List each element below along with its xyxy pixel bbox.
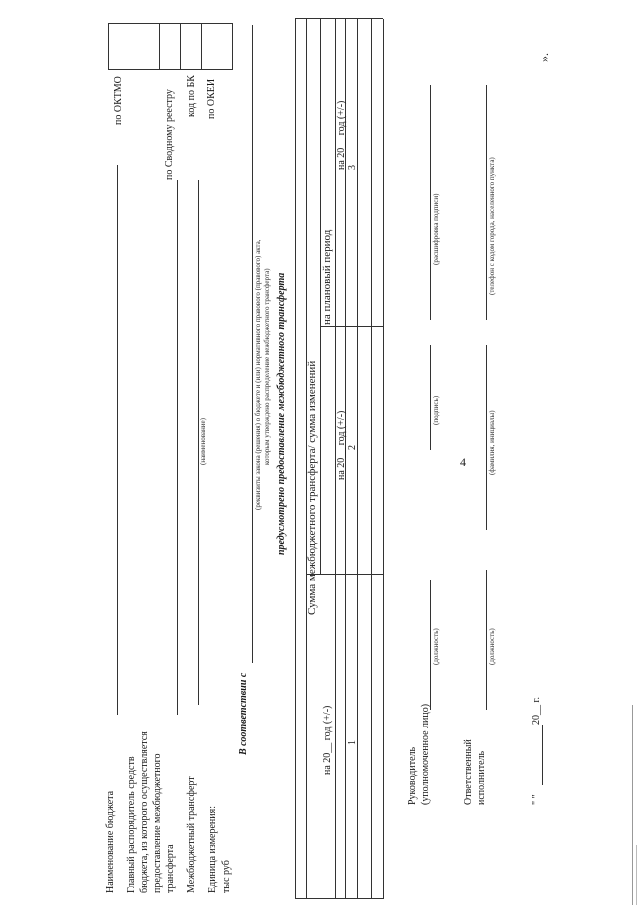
head-position-caption: (должность) bbox=[432, 628, 440, 665]
table-col-divider-2 bbox=[320, 326, 383, 327]
page-number: 4 bbox=[460, 455, 466, 469]
table-num-1: 1 bbox=[347, 740, 358, 745]
table-top-border bbox=[295, 19, 296, 899]
scan-edge-line bbox=[632, 705, 633, 905]
head-position-line bbox=[430, 580, 431, 710]
table-border-7 bbox=[371, 19, 372, 899]
exec-name-line bbox=[486, 345, 487, 530]
oktmo-label: по ОКТМО bbox=[113, 76, 124, 125]
date-day-line bbox=[542, 725, 543, 785]
head-name-line bbox=[430, 85, 431, 320]
budget-name-label: Наименование бюджета bbox=[105, 790, 116, 893]
svodny-label: по Сводному реестру bbox=[164, 89, 175, 180]
main-manager-line bbox=[177, 180, 178, 715]
okei-label: по ОКЕИ bbox=[206, 78, 217, 119]
table-header-main: Сумма межбюджетного трансферта/ сумма изменений bbox=[306, 360, 318, 615]
exec-phone-line bbox=[486, 85, 487, 320]
exec-name-caption: (фамилия, инициалы) bbox=[488, 410, 496, 475]
code-box-svodny bbox=[159, 23, 181, 70]
table-header-planned: на плановый период bbox=[321, 229, 333, 325]
unit-label: Единица измерения: bbox=[207, 806, 218, 893]
accordance-line bbox=[252, 25, 253, 663]
table-border-6 bbox=[357, 19, 358, 899]
exec-phone-caption: (телефон с кодом города, населенного пункта) bbox=[488, 157, 496, 295]
table-left-border bbox=[295, 898, 383, 899]
table-col3-header: на 20__ год (+/-) bbox=[336, 100, 347, 170]
name-caption: (наименование) bbox=[199, 418, 207, 465]
main-manager-label-2: бюджета, из которого осуществляется bbox=[139, 731, 150, 893]
date-year: 20__ г. bbox=[531, 697, 542, 725]
table-num-2: 2 bbox=[347, 445, 358, 450]
table-col1-header: на 20__ год (+/-) bbox=[322, 705, 333, 775]
date-quote: " " bbox=[531, 794, 542, 805]
accordance-caption-2: которым утверждено распределение межбюджетного трансферта) bbox=[263, 268, 271, 465]
head-signature-caption: (подпись) bbox=[432, 395, 440, 425]
table-right-border bbox=[295, 18, 383, 19]
code-box-okei bbox=[201, 23, 233, 70]
main-manager-label-1: Главный распорядитель средств bbox=[126, 756, 137, 893]
accordance-label: В соответствии с bbox=[238, 672, 249, 755]
main-manager-label-3: предоставление межбюджетного bbox=[152, 753, 163, 893]
head-label-1: Руководитель bbox=[407, 746, 418, 805]
main-manager-label-4: трансферта bbox=[165, 844, 176, 893]
head-name-caption: (расшифровка подписи) bbox=[432, 193, 440, 265]
unit-value: тыс руб bbox=[221, 860, 232, 893]
table-bottom-border bbox=[383, 19, 384, 899]
head-label-2: (уполномоченное лицо) bbox=[420, 703, 431, 805]
exec-label-2: исполнитель bbox=[476, 750, 487, 805]
table-num-3: 3 bbox=[347, 165, 358, 170]
table-col2-header: на 20__ год (+/-) bbox=[336, 410, 347, 480]
transfer-label: Межбюджетный трансферт bbox=[186, 776, 197, 893]
budget-name-line bbox=[117, 165, 118, 715]
code-box-oktmo bbox=[108, 23, 160, 70]
closing-quote: ». bbox=[537, 53, 551, 62]
head-signature-line bbox=[430, 345, 431, 450]
provided-text: предусмотрено предоставление межбюджетного трансферта bbox=[276, 272, 287, 555]
accordance-caption-1: (реквизиты закона (решения) о бюджете и (или) нормативного правового (правового) акта, bbox=[254, 239, 262, 510]
exec-position-caption: (должность) bbox=[488, 628, 496, 665]
scan-edge-line-2 bbox=[636, 845, 637, 905]
code-box-kbk bbox=[180, 23, 202, 70]
kod-bk-label: код по БК bbox=[186, 75, 197, 117]
exec-position-line bbox=[486, 570, 487, 710]
exec-label-1: Ответственный bbox=[463, 739, 474, 805]
